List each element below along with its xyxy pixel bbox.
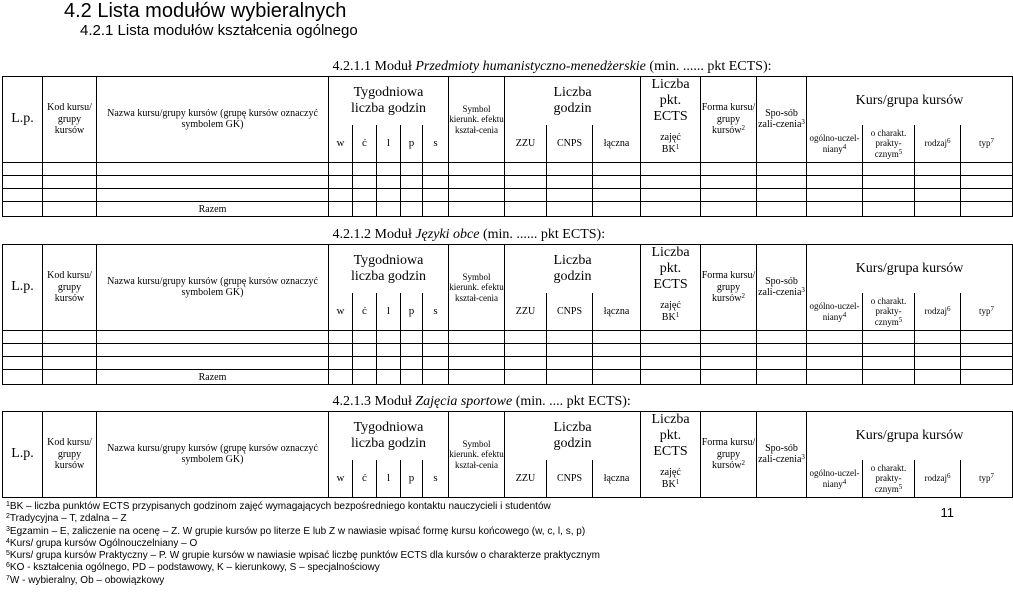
table-cell <box>329 176 353 189</box>
table-cell <box>593 357 641 370</box>
header-l: l <box>377 460 401 498</box>
footnote: $^1$BK – liczba punktów ECTS przypisanych godzinom zajęć wymagających bezpośredniego kontaktu nauczycieli i studentów <box>6 501 551 512</box>
table-cell <box>505 176 547 189</box>
table-cell <box>641 202 701 217</box>
header-rodzaj: rodzaj$^6$ <box>915 293 961 331</box>
table-cell <box>43 202 97 217</box>
table-cell <box>377 202 401 217</box>
header-laczna: łączna <box>593 293 641 331</box>
header-symbol: Symbol kierunk. efektu kształ-cenia <box>449 244 505 331</box>
header-forma: Forma kursu/ grupy kursów$^2$ <box>701 411 757 498</box>
footnote: $^5$Kurs/ grupa kursów Praktyczny – P. W grupie kursów w nawiasie wpisać liczbę punktów ECTS dla kursów o charakterze praktycznym <box>6 550 600 562</box>
table-cell <box>641 189 701 202</box>
table-cell <box>97 176 329 189</box>
header-zzu: ZZU <box>505 460 547 498</box>
table-cell <box>329 202 353 217</box>
table-cell <box>3 202 43 217</box>
table-cell <box>43 344 97 357</box>
footnotes <box>6 501 906 587</box>
table-cell <box>807 370 863 385</box>
header-praktyczny: o charakt. prakty-cznym$^5$ <box>863 293 915 331</box>
table-cell <box>961 357 1013 370</box>
table-cell <box>353 189 377 202</box>
header-w: w <box>329 460 353 498</box>
table-cell <box>377 357 401 370</box>
table-cell <box>505 189 547 202</box>
table-cell <box>757 370 807 385</box>
header-liczba-godzin: Liczba godzin <box>505 76 641 125</box>
header-bk: zajęć $BK^1$ <box>641 125 701 163</box>
table-cell <box>701 176 757 189</box>
module-title: 4.2.1.1 Moduł Przedmioty humanistyczno-menedżerskie (min. ...... pkt ECTS): <box>332 58 772 74</box>
footnote: $^2$Tradycyjna – T, zdalna – Z <box>6 513 127 525</box>
table-cell <box>807 344 863 357</box>
table-cell <box>353 202 377 217</box>
table-cell <box>377 189 401 202</box>
razem-row <box>3 202 1013 217</box>
header-p: p <box>401 293 423 331</box>
page-number: 11 <box>940 505 954 520</box>
table-cell <box>43 357 97 370</box>
table-cell <box>863 176 915 189</box>
table-cell <box>757 202 807 217</box>
table-cell <box>961 163 1013 176</box>
header-rodzaj: rodzaj$^6$ <box>915 460 961 498</box>
header-zzu: ZZU <box>505 293 547 331</box>
table-cell <box>377 370 401 385</box>
table-cell <box>807 189 863 202</box>
header-w: w <box>329 125 353 163</box>
header-zzu: ZZU <box>505 125 547 163</box>
header-kurs-grupa: Kurs/grupa kursów <box>807 244 1013 293</box>
table-cell <box>807 163 863 176</box>
module-table-1 <box>2 58 1013 217</box>
header-rodzaj: rodzaj$^6$ <box>915 125 961 163</box>
table-cell <box>505 370 547 385</box>
table-cell <box>505 357 547 370</box>
table-cell <box>449 370 505 385</box>
header-symbol: Symbol kierunk. efektu kształ-cenia <box>449 411 505 498</box>
header-tygodniowa: Tygodniowa liczba godzin <box>329 244 449 293</box>
header-kurs-grupa: Kurs/grupa kursów <box>807 76 1013 125</box>
table-cell <box>863 331 915 344</box>
header-laczna: łączna <box>593 460 641 498</box>
table-cell <box>329 163 353 176</box>
header-s: s <box>423 293 449 331</box>
table-cell <box>701 163 757 176</box>
table-cell <box>915 357 961 370</box>
header-praktyczny: o charakt. prakty-cznym$^5$ <box>863 125 915 163</box>
header-cnps: CNPS <box>547 293 593 331</box>
header-kod: Kod kursu/ grupy kursów <box>43 244 97 331</box>
table-cell <box>641 176 701 189</box>
header-c: ć <box>353 125 377 163</box>
header-kurs-grupa: Kurs/grupa kursów <box>807 411 1013 460</box>
table-cell <box>547 331 593 344</box>
header-liczba-godzin: Liczba godzin <box>505 244 641 293</box>
table-cell <box>43 189 97 202</box>
header-liczba-ects: Liczba pkt. ECTS <box>641 76 701 125</box>
table-cell <box>329 189 353 202</box>
header-forma: Forma kursu/ grupy kursów$^2$ <box>701 76 757 163</box>
table-cell <box>641 163 701 176</box>
table-cell <box>863 163 915 176</box>
table-cell <box>547 357 593 370</box>
header-sposob: Spo-sób zali-czenia$^3$ <box>757 244 807 331</box>
module-table-2 <box>2 226 1013 385</box>
table-cell <box>547 176 593 189</box>
table-cell <box>97 331 329 344</box>
table-cell <box>961 331 1013 344</box>
header-p: p <box>401 125 423 163</box>
table-cell <box>377 176 401 189</box>
table-cell <box>353 344 377 357</box>
table-cell <box>401 202 423 217</box>
table-cell <box>401 176 423 189</box>
table-cell <box>377 163 401 176</box>
footnote: $^7$W - wybieralny, Ob – obowiązkowy <box>6 574 165 586</box>
razem-label: Razem <box>97 202 329 217</box>
table-cell <box>807 176 863 189</box>
header-liczba-ects: Liczba pkt. ECTS <box>641 244 701 293</box>
table-cell <box>423 370 449 385</box>
table-cell <box>641 344 701 357</box>
table-cell <box>43 370 97 385</box>
table-cell <box>593 189 641 202</box>
table-cell <box>353 331 377 344</box>
table-cell <box>915 344 961 357</box>
table-cell <box>505 163 547 176</box>
header-w: w <box>329 293 353 331</box>
table-cell <box>353 370 377 385</box>
header-cnps: CNPS <box>547 460 593 498</box>
table-cell <box>961 202 1013 217</box>
table-cell <box>641 357 701 370</box>
table-row <box>3 357 1013 370</box>
table-cell <box>423 331 449 344</box>
header-s: s <box>423 460 449 498</box>
table-cell <box>505 202 547 217</box>
table-cell <box>915 163 961 176</box>
header-c: ć <box>353 460 377 498</box>
table-cell <box>97 344 329 357</box>
table-cell <box>807 357 863 370</box>
header-forma: Forma kursu/ grupy kursów$^2$ <box>701 244 757 331</box>
table-cell <box>757 344 807 357</box>
header-lp: L.p. <box>3 411 43 498</box>
table-cell <box>961 176 1013 189</box>
header-sposob: Spo-sób zali-czenia$^3$ <box>757 76 807 163</box>
footnote: $^4$Kurs/ grupa kursów Ogólnouczelniany – O <box>6 537 198 549</box>
table-cell <box>423 176 449 189</box>
header-bk: zajęć $BK^1$ <box>641 293 701 331</box>
table-cell <box>449 189 505 202</box>
header-cnps: CNPS <box>547 125 593 163</box>
table-cell <box>863 189 915 202</box>
table-cell <box>593 370 641 385</box>
table-cell <box>961 189 1013 202</box>
table-cell <box>701 189 757 202</box>
header-nazwa: Nazwa kursu/grupy kursów (grupę kursów oznaczyć symbolem GK) <box>97 76 329 163</box>
table-cell <box>547 370 593 385</box>
table-cell <box>961 344 1013 357</box>
header-p: p <box>401 460 423 498</box>
table-cell <box>547 202 593 217</box>
table-cell <box>593 202 641 217</box>
header-l: l <box>377 125 401 163</box>
table-cell <box>547 163 593 176</box>
razem-label: Razem <box>97 370 329 385</box>
table-cell <box>377 344 401 357</box>
table-cell <box>401 331 423 344</box>
header-kod: Kod kursu/ grupy kursów <box>43 411 97 498</box>
table-cell <box>3 331 43 344</box>
header-liczba-godzin: Liczba godzin <box>505 411 641 460</box>
table-cell <box>641 331 701 344</box>
table-cell <box>353 176 377 189</box>
header-tygodniowa: Tygodniowa liczba godzin <box>329 76 449 125</box>
table-cell <box>915 189 961 202</box>
table-cell <box>915 331 961 344</box>
table-cell <box>3 370 43 385</box>
table-cell <box>701 344 757 357</box>
razem-row <box>3 370 1013 385</box>
table-cell <box>43 176 97 189</box>
table-cell <box>423 163 449 176</box>
table-cell <box>757 163 807 176</box>
table-cell <box>329 357 353 370</box>
table-cell <box>401 163 423 176</box>
table-cell <box>547 189 593 202</box>
table-cell <box>329 331 353 344</box>
table-cell <box>757 176 807 189</box>
table-cell <box>505 331 547 344</box>
table-cell <box>3 176 43 189</box>
table-cell <box>449 331 505 344</box>
table-cell <box>807 202 863 217</box>
table-row <box>3 189 1013 202</box>
table-cell <box>401 357 423 370</box>
footnote: $^3$Egzamin – E, zaliczenie na ocenę – Z. W grupie kursów po literze E lub Z w nawiasie wpisać formę kursu końcowego (w, c, l, s, p) <box>6 525 586 537</box>
header-lp: L.p. <box>3 244 43 331</box>
table-row <box>3 331 1013 344</box>
table-cell <box>593 331 641 344</box>
module-table-3 <box>2 393 1013 498</box>
table-cell <box>377 331 401 344</box>
table-cell <box>757 331 807 344</box>
table-cell <box>505 344 547 357</box>
table-cell <box>43 163 97 176</box>
table-cell <box>701 202 757 217</box>
table-cell <box>641 370 701 385</box>
table-cell <box>423 357 449 370</box>
table-cell <box>757 189 807 202</box>
header-nazwa: Nazwa kursu/grupy kursów (grupę kursów oznaczyć symbolem GK) <box>97 244 329 331</box>
header-laczna: łączna <box>593 125 641 163</box>
table-cell <box>97 163 329 176</box>
table-cell <box>449 357 505 370</box>
header-s: s <box>423 125 449 163</box>
header-praktyczny: o charakt. prakty-cznym$^5$ <box>863 460 915 498</box>
table-cell <box>961 370 1013 385</box>
header-nazwa: Nazwa kursu/grupy kursów (grupę kursów oznaczyć symbolem GK) <box>97 411 329 498</box>
table-cell <box>863 202 915 217</box>
header-typ: typ$^7$ <box>961 125 1013 163</box>
header-bk: zajęć $BK^1$ <box>641 460 701 498</box>
header-sposob: Spo-sób zali-czenia$^3$ <box>757 411 807 498</box>
table-cell <box>701 331 757 344</box>
table-cell <box>329 370 353 385</box>
table-cell <box>593 344 641 357</box>
table-cell <box>423 344 449 357</box>
table-cell <box>449 344 505 357</box>
table-cell <box>449 163 505 176</box>
table-cell <box>449 202 505 217</box>
header-ogolno: ogólno-uczel-niany$^4$ <box>807 460 863 498</box>
table-cell <box>401 344 423 357</box>
header-l: l <box>377 293 401 331</box>
footnote: $^6$KO - kształcenia ogólnego, PD – podstawowy, K – kierunkowy, S – specjalnościowy <box>6 562 380 574</box>
table-cell <box>701 357 757 370</box>
table-cell <box>423 189 449 202</box>
table-row <box>3 163 1013 176</box>
header-typ: typ$^7$ <box>961 293 1013 331</box>
table-cell <box>757 357 807 370</box>
section-heading: 4.2 Lista modułów wybieralnych <box>64 0 347 22</box>
table-cell <box>353 163 377 176</box>
table-cell <box>593 176 641 189</box>
header-kod: Kod kursu/ grupy kursów <box>43 76 97 163</box>
table-cell <box>915 202 961 217</box>
table-cell <box>329 344 353 357</box>
table-cell <box>449 176 505 189</box>
header-tygodniowa: Tygodniowa liczba godzin <box>329 411 449 460</box>
header-symbol: Symbol kierunk. efektu kształ-cenia <box>449 76 505 163</box>
table-cell <box>401 370 423 385</box>
subsection-heading: 4.2.1 Lista modułów kształcenia ogólnego <box>80 22 358 39</box>
table-cell <box>863 344 915 357</box>
table-cell <box>3 163 43 176</box>
header-liczba-ects: Liczba pkt. ECTS <box>641 411 701 460</box>
header-ogolno: ogólno-uczel-niany$^4$ <box>807 293 863 331</box>
header-c: ć <box>353 293 377 331</box>
table-cell <box>97 357 329 370</box>
table-cell <box>807 331 863 344</box>
header-ogolno: ogólno-uczel-niany$^4$ <box>807 125 863 163</box>
table-cell <box>43 331 97 344</box>
table-cell <box>701 370 757 385</box>
table-row <box>3 344 1013 357</box>
module-title: 4.2.1.2 Moduł Języki obce (min. ...... pkt ECTS): <box>332 226 606 242</box>
table-cell <box>353 357 377 370</box>
table-cell <box>863 357 915 370</box>
table-cell <box>593 163 641 176</box>
module-title: 4.2.1.3 Moduł Zajęcia sportowe (min. .... pkt ECTS): <box>332 393 631 409</box>
table-cell <box>97 189 329 202</box>
table-cell <box>547 344 593 357</box>
table-cell <box>863 370 915 385</box>
table-cell <box>3 344 43 357</box>
header-typ: typ$^7$ <box>961 460 1013 498</box>
table-row <box>3 176 1013 189</box>
header-lp: L.p. <box>3 76 43 163</box>
table-cell <box>915 176 961 189</box>
table-cell <box>3 357 43 370</box>
table-cell <box>3 189 43 202</box>
table-cell <box>401 189 423 202</box>
table-cell <box>915 370 961 385</box>
table-cell <box>423 202 449 217</box>
